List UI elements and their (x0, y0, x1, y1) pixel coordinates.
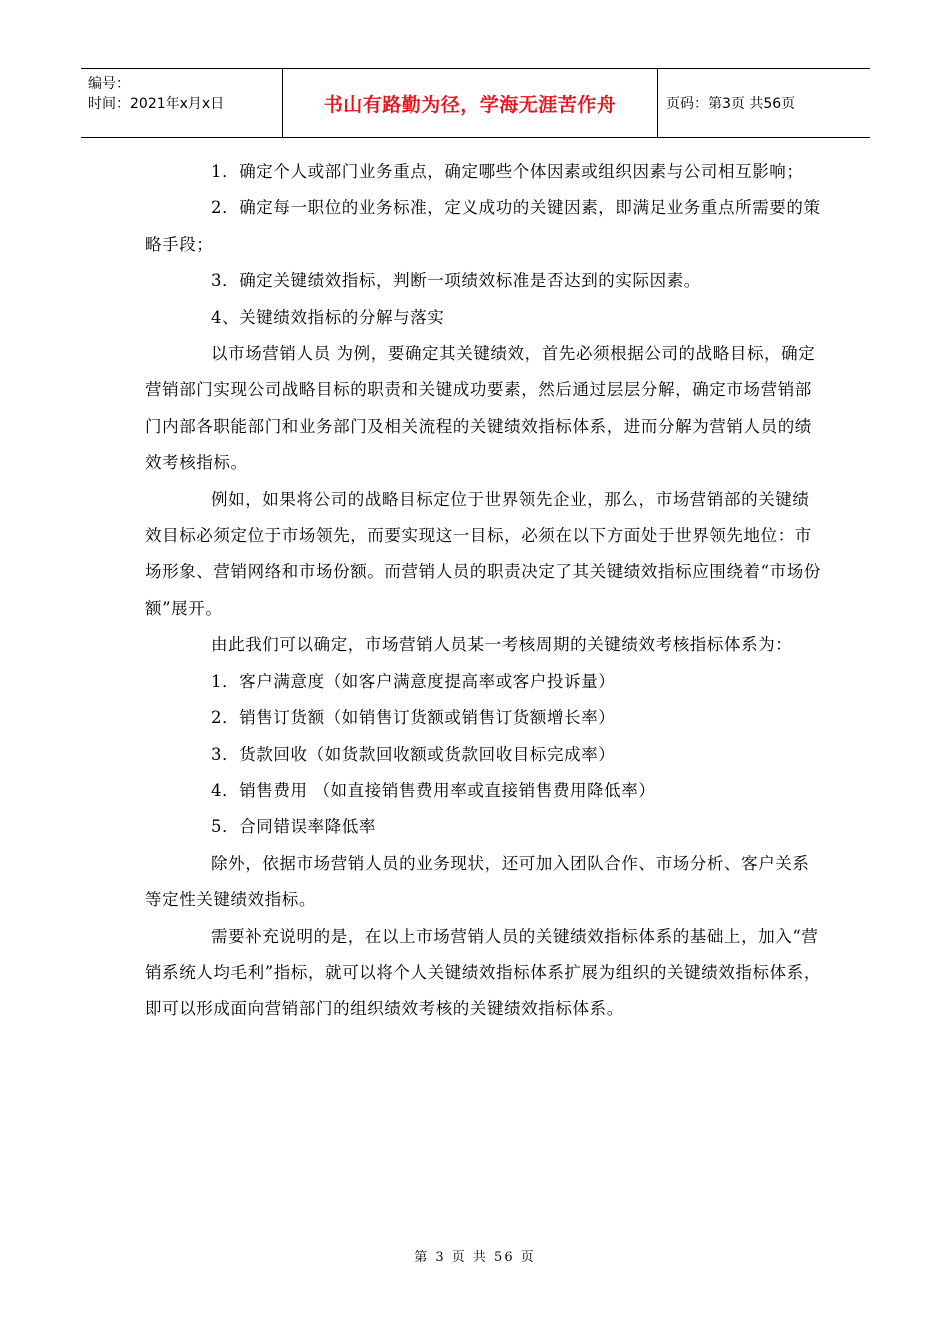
list-item: 5．合同错误率降低率 (211, 817, 376, 837)
page-footer: 第 3 页 共 56 页 (414, 1250, 536, 1265)
header-motto: 书山有路勤为径，学海无涯苦作舟 (283, 69, 658, 137)
list-item: 2．销售订货额（如销售订货额或销售订货额增长率） (211, 708, 616, 728)
section-heading: 4、关键绩效指标的分解与落实 (211, 307, 445, 327)
paragraph: 2．确定每一职位的业务标准，定义成功的关键因素，即满足业务重点所需要的策略手段； (145, 198, 821, 254)
paragraph: 除外，依据市场营销人员的业务现状，还可加入团队合作、市场分析、客户关系等定性关键绩效指标。 (145, 853, 810, 910)
list-item: 4．销售费用 （如直接销售费用率或直接销售费用降低率） (211, 780, 656, 800)
header-page-label: 页码：第3页 共56页 (666, 96, 796, 112)
paragraph: 例如，如果将公司的战略目标定位于世界领先企业，那么，市场营销部的关键绩效目标必须定位于市场领先，而要实现这一目标，必须在以下方面处于世界领先地位：市场形象、营销网络和市场份额。而营销人员的职责决定了其关键绩效指标应围绕着“市场份额”展开。 (145, 489, 821, 618)
header-meta (81, 69, 283, 137)
paragraph: 以市场营销人员 为例，要确定其关键绩效，首先必须根据公司的战略目标，确定营销部门实现公司战略目标的职责和关键成功要素，然后通过层层分解，确定市场营销部门内部各职能部门和业务部门及相关流程的关键绩效指标体系，进而分解为营销人员的绩效考核指标。 (145, 344, 816, 473)
paragraph: 1．确定个人或部门业务重点，确定哪些个体因素或组织因素与公司相互影响； (211, 162, 804, 181)
paragraph: 3．确定关键绩效指标，判断一项绩效标准是否达到的实际因素。 (211, 271, 701, 291)
paragraph: 需要补充说明的是，在以上市场营销人员的关键绩效指标体系的基础上，加入“营销系统人均毛利”指标，就可以将个人关键绩效指标体系扩展为组织的关键绩效指标体系，即可以形成面向营销部门的组织绩效考核的关键绩效指标体系。 (145, 926, 821, 1019)
document-number-label: 编号： (88, 76, 130, 92)
document-time-label: 时间：2021年x月x日 (88, 96, 225, 112)
page-header (81, 68, 870, 138)
list-item: 1．客户满意度（如客户满意度提高率或客户投诉量） (211, 671, 616, 691)
list-item: 3．货款回收（如货款回收额或货款回收目标完成率） (211, 744, 616, 764)
paragraph: 由此我们可以确定，市场营销人员某一考核周期的关键绩效考核指标体系为： (211, 635, 793, 655)
document-body (145, 154, 825, 1028)
